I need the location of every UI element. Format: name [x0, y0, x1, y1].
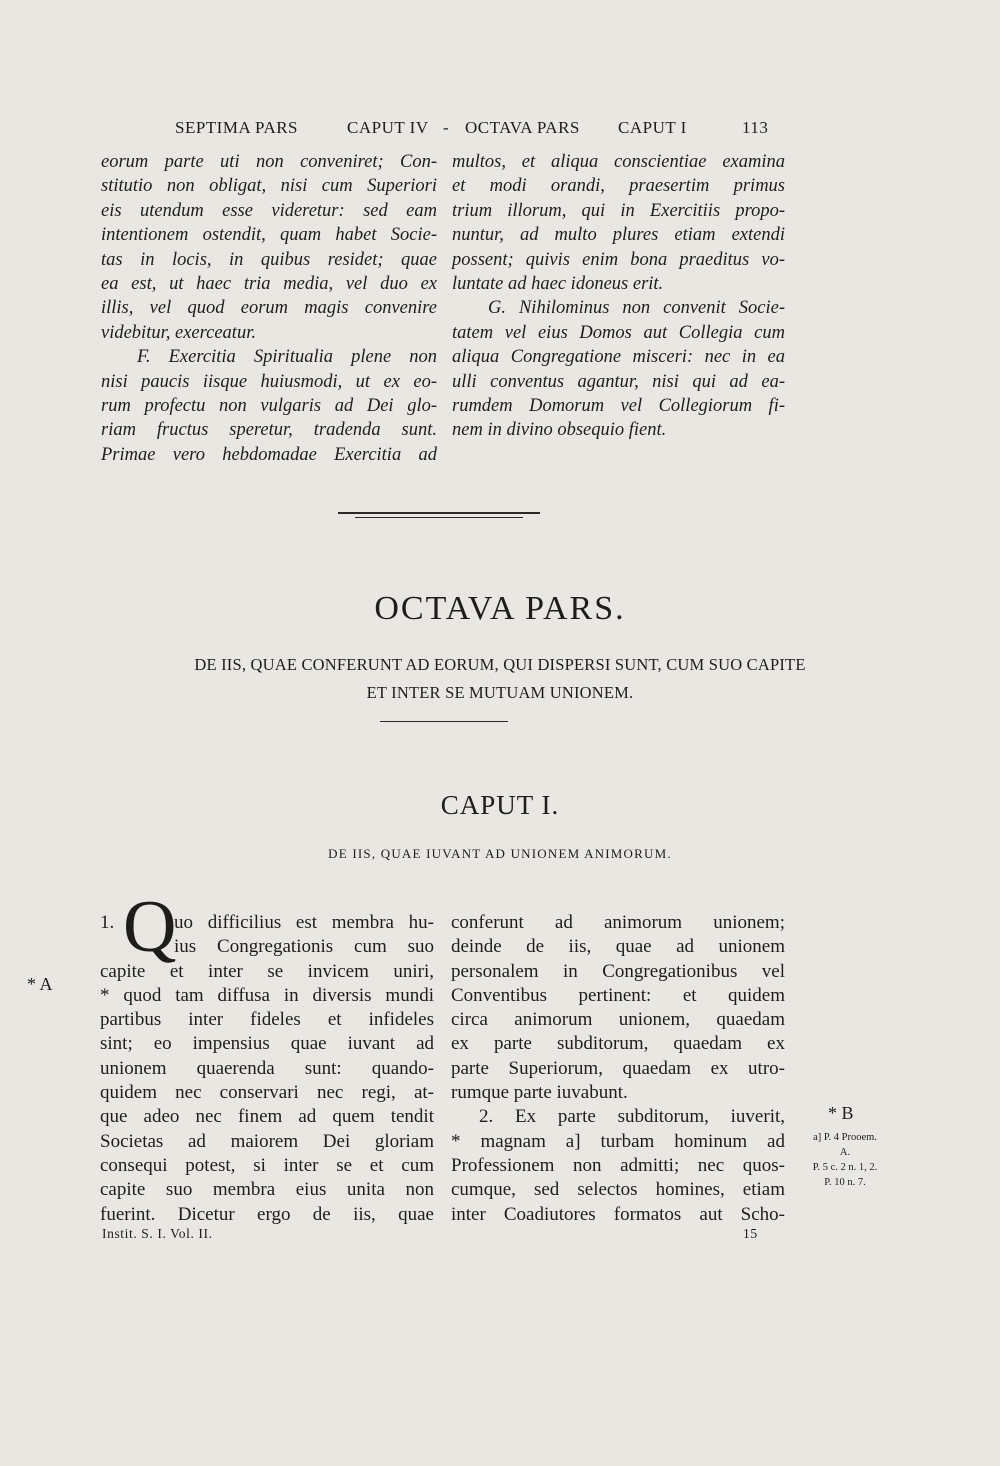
part-title: OCTAVA PARS.	[374, 590, 626, 627]
text-line: aliqua Congregatione misceri: nec in ea	[452, 347, 785, 368]
text-line: et modi orandi, praesertim primus	[452, 176, 785, 197]
text-line: nisi paucis iisque huiusmodi, ut ex eo-	[101, 371, 437, 392]
text-line: rumque parte iuvabunt.	[451, 1082, 628, 1104]
part-subtitle-line1: DE IIS, QUAE CONFERUNT AD EORUM, QUI DISPERSI SUNT, CUM SUO CAPITE	[194, 655, 806, 674]
text-line: circa animorum unionem, quaedam	[451, 1009, 785, 1031]
footer-signature: Instit. S. I. Vol. II.	[102, 1226, 213, 1241]
text-line: tatem vel eius Domos aut Collegia cum	[452, 322, 785, 343]
text-line: * magnam a] turbam hominum ad	[451, 1130, 785, 1152]
margin-note-line: a] P. 4 Prooem.	[813, 1132, 877, 1143]
text-line: quidem nec conservari nec regi, at-	[100, 1082, 434, 1104]
text-line: stitutio non obligat, nisi cum Superiori	[101, 176, 437, 197]
text-line: ea est, ut haec tria media, vel duo ex	[101, 273, 437, 294]
text-line: Primae vero hebdomadae Exercitia ad	[101, 444, 437, 465]
text-line: ex parte subditorum, quaedam ex	[451, 1033, 785, 1055]
text-line: partibus inter fideles et infideles	[100, 1009, 434, 1031]
margin-note-line: P. 10 n. 7.	[824, 1177, 866, 1188]
paragraph-number: 1.	[100, 912, 115, 933]
text-line: tas in locis, in quibus residet; quae	[101, 249, 437, 270]
text-line: Societas ad maiorem Dei gloriam	[100, 1130, 434, 1152]
text-line: que adeo nec finem ad quem tendit	[100, 1106, 434, 1128]
section-divider-thin	[355, 517, 523, 518]
text-line: nem in divino obsequio fient.	[452, 420, 667, 441]
text-line: uo difficilius est membra hu-	[174, 912, 434, 933]
text-line: sint; eo impensius quae iuvant ad	[100, 1033, 434, 1055]
text-line: fuerint. Dicetur ergo de iis, quae	[100, 1203, 434, 1225]
running-head-center-left: CAPUT IV	[347, 118, 429, 137]
margin-mark-right: * B	[828, 1103, 854, 1123]
text-line: capite et inter se invicem uniri,	[100, 960, 434, 982]
text-line: Conventibus pertinent: et quidem	[451, 984, 785, 1006]
text-line: parte Superiorum, quaedam ex utro-	[451, 1057, 785, 1079]
text-line: ius Congregationis cum suo	[174, 936, 434, 958]
text-line: luntate ad haec idoneus erit.	[452, 273, 664, 294]
text-line: F. Exercitia Spiritualia plene non	[137, 347, 437, 368]
margin-note	[790, 1130, 900, 1190]
text-line: personalem in Congregationibus vel	[451, 960, 785, 982]
drop-cap: Q	[123, 886, 177, 968]
text-line: illis, vel quod eorum magis convenire	[101, 298, 437, 319]
text-line: ulli conventus agantur, nisi qui ad ea-	[452, 371, 785, 392]
body-left-column	[100, 911, 434, 1227]
text-line: deinde de iis, quae ad unionem	[451, 936, 785, 958]
text-line: capite suo membra eius unita non	[100, 1179, 434, 1201]
text-line: riam fructus speretur, tradenda sunt.	[101, 420, 437, 441]
text-line: videbitur, exerceatur.	[101, 322, 256, 343]
page-number: 113	[742, 118, 769, 137]
text-line: 2. Ex parte subditorum, iuverit,	[479, 1106, 785, 1128]
footer-sheet-number: 15	[743, 1226, 758, 1241]
margin-note-line: P. 5 c. 2 n. 1, 2.	[812, 1162, 878, 1173]
text-line: conferunt ad animorum unionem;	[451, 912, 785, 933]
section-divider	[338, 512, 540, 514]
text-line: G. Nihilominus non convenit Socie-	[488, 298, 785, 319]
text-line: cumque, sed selectos homines, etiam	[451, 1179, 785, 1201]
running-head-separator: -	[443, 118, 450, 137]
running-head-right: CAPUT I	[618, 118, 687, 137]
text-line: eorum parte uti non conveniret; Con-	[101, 152, 437, 172]
top-left-column	[101, 150, 437, 467]
text-line: trium illorum, qui in Exercitiis propo-	[452, 200, 785, 221]
text-line: multos, et aliqua conscientiae examina	[452, 152, 785, 172]
title-divider	[380, 721, 508, 722]
chapter-title: CAPUT I.	[440, 790, 560, 820]
body-right-column	[451, 911, 785, 1227]
part-subtitle-line2: ET INTER SE MUTUAM UNIONEM.	[366, 683, 634, 702]
margin-mark-left: * A	[27, 974, 53, 994]
running-head-left: SEPTIMA PARS	[175, 118, 299, 137]
text-line: Professionem non admitti; nec quos-	[451, 1154, 785, 1176]
text-line: rumdem Domorum vel Collegiorum fi-	[452, 395, 785, 416]
text-line: intentionem ostendit, quam habet Socie-	[101, 225, 437, 246]
text-line: inter Coadiutores formatos aut Scho-	[451, 1203, 785, 1225]
top-right-column	[452, 150, 785, 443]
text-line: nuntur, ad multo plures etiam extendi	[452, 225, 785, 246]
margin-note-line: A.	[839, 1147, 851, 1158]
text-line: consequi potest, si inter se et cum	[100, 1154, 434, 1176]
text-line: unionem quaerenda sunt: quando-	[100, 1057, 434, 1079]
text-line: eis utendum esse videretur: sed eam	[101, 200, 437, 221]
chapter-subtitle: DE IIS, QUAE IUVANT AD UNIONEM ANIMORUM.	[328, 846, 672, 861]
text-line: possent; quivis enim bona praeditus vo-	[452, 249, 785, 270]
running-head-center-right: OCTAVA PARS	[465, 118, 580, 137]
text-line: * quod tam diffusa in diversis mundi	[100, 984, 434, 1006]
text-line: rum profectu non vulgaris ad Dei glo-	[101, 395, 437, 416]
